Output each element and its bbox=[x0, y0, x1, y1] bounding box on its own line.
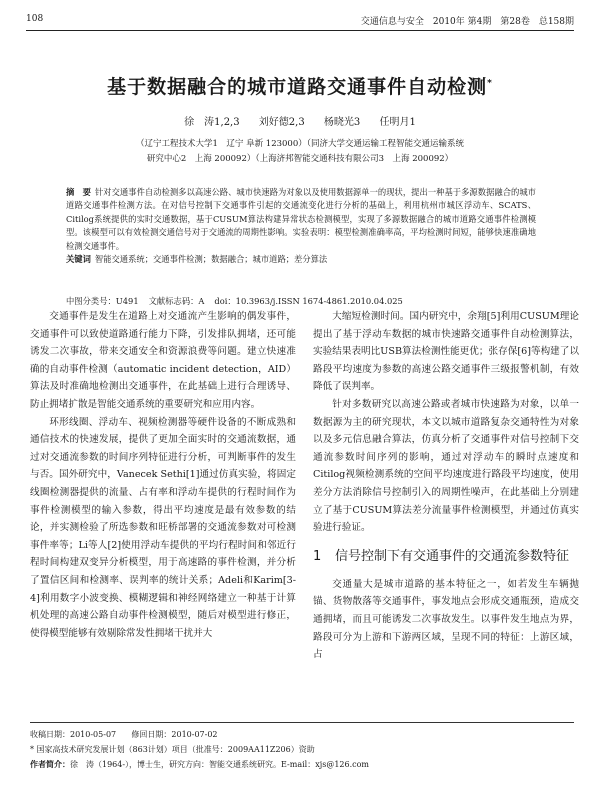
abstract-label: 摘 要 bbox=[66, 187, 91, 197]
doi: doi：10.3963/j.ISSN 1674-4861.2010.04.025 bbox=[214, 296, 403, 306]
paragraph: 交通事件是发生在道路上对交通流产生影响的偶发事件，交通事件可以致使道路通行能力下降，引发排队拥堵，还可能诱发二次事故，带来交通安全和资源浪费等问题。建立快速准确的自动事件检测（automatic incident detection，AID）算法及时准确地检测出交通事件，在此基础上进行合理诱导、防止拥堵扩散是智能交通系统的重要研究和应用内容。 bbox=[30, 311, 296, 410]
affiliations bbox=[40, 137, 560, 167]
keywords-text: 智能交通系统；交通事件检测；数据融合；城市道路；差分算法 bbox=[94, 254, 328, 265]
author-bio-text: 徐 涛（1964-），博士生，研究方向：智能交通系统研究。E-mail：xjs@126.com bbox=[70, 760, 370, 769]
article-metadata bbox=[66, 295, 536, 307]
author: 任明月1 bbox=[379, 117, 416, 128]
section-heading bbox=[313, 547, 579, 567]
section-title: 信号控制下有交通事件的交通流参数特征 bbox=[335, 548, 570, 564]
author: 刘好德2,3 bbox=[258, 117, 305, 128]
author-bio bbox=[30, 757, 574, 772]
received-date: 收稿日期：2010-05-07 bbox=[30, 730, 117, 739]
title-footnote-mark: * bbox=[487, 78, 493, 89]
author-bio-label: 作者简介： bbox=[30, 760, 70, 769]
paragraph: 环形线圈、浮动车、视频检测器等硬件设备的不断成熟和通信技术的快速发展，提供了更加全面实时的交通流数据，通过对交通流参数的时间序列特征进行分析，可判断事件的发生与否。国外研究中，Vanecek Sethi[1]通过仿真实验，将固定线圈检测器提供的流量、占有率和浮动车提供的行程时间作为事件检测模型的输入参数，得出平均速度是最有效参数的结论，并实测检验了所选参数和旺桥部署的交通流参数对可检测事件率等；Li等人[2]使用浮动车提供的平均行程时间和邻近行程时间构建双变异分析模型，用于高速路的事件检测，并分析了置信区间和检测率、误判率的统计关系；Adeli和Karim[3-4]利用数字小波变换、模糊逻辑和神经网络建立一种基于计算机处理的高速公路自动事件检测模型，随后对模型进行修正，使得模型能够有效剔除常发性拥堵干扰并大 bbox=[30, 416, 296, 639]
paper-title bbox=[0, 72, 600, 99]
document-code: 文献标志码：A bbox=[148, 296, 205, 306]
journal-info: 交通信息与安全 2010年 第4期 第28卷 总158期 bbox=[360, 17, 574, 27]
section-number: 1 bbox=[313, 548, 322, 564]
keywords-label: 关键词 bbox=[66, 254, 91, 265]
affiliation-line: 研究中心2 上海 200092）（上海济邦智能交通科技有限公司3 上海 200092） bbox=[146, 154, 454, 164]
paragraph: 针对多数研究以高速公路或者城市快速路为对象，以单一数据源为主的研究现状，本文以城市道路复杂交通特性为对象以及多元信息融合算法，仿真分析了交通事件对信号控制下交通流参数时间序列的影响，通过对浮动车的瞬时点速度和Citilog视频检测系统的空间平均速度进行路段平均速度，使用差分方法消除信号控制引入的周期性噪声，在此基础上分别建立了基于CUSUM算法差分流量事件检测模型，并通过仿真实验进行验证。 bbox=[313, 398, 579, 534]
author-list bbox=[0, 113, 600, 128]
body-column-left bbox=[30, 308, 296, 642]
author: 杨晓光3 bbox=[323, 117, 361, 128]
fund-note: * 国家高技术研究发展计划（863计划）项目（批准号：2009AA11Z206）资助 bbox=[30, 745, 315, 754]
abstract-block bbox=[66, 186, 536, 266]
revised-date: 修回日期：2010-07-02 bbox=[131, 730, 218, 739]
footnotes bbox=[30, 722, 574, 772]
running-header bbox=[26, 14, 574, 31]
page-number: 108 bbox=[26, 14, 44, 24]
clc-number: 中图分类号：U491 bbox=[66, 296, 139, 306]
paragraph: 大缩短检测时间。国内研究中，余翔[5]利用CUSUM理论提出了基于浮动车数据的城市快速路交通事件自动检测算法，实验结果表明比USB算法检测性能更优；张存保[6]等构建了以路段平均速度为参数的高速公路交通事件三级报警机制，有效降低了误判率。 bbox=[313, 311, 579, 393]
abstract-text: 针对交通事件自动检测多以高速公路、城市快速路为对象以及使用数据源单一的现状，提出一种基于多源数据融合的城市道路交通事件检测方法。在对信号控制下交通事件引起的交通流变化进行分析的基础上，利用杭州市城区浮动车、SCATS、Citilog系统提供的实时交通数据，基于CUSUM算法构建异常状态检测模型，实现了多源数据融合的城市道路交通事件检测模型。该模型可以有效检测交通信号对于交通流的周期性影响。实验表明：模型检测准确率高，平均检测时间短，能够快速准确地检测交通事件。 bbox=[66, 187, 536, 251]
dates-line bbox=[30, 727, 574, 742]
body-column-right bbox=[313, 308, 579, 664]
author: 徐 涛1,2,3 bbox=[184, 117, 240, 128]
title-text: 基于数据融合的城市道路交通事件自动检测 bbox=[107, 76, 488, 98]
keywords bbox=[66, 253, 536, 266]
paragraph: 交通量大是城市道路的基本特征之一，如若发生车辆抛锚、货物散落等交通事件，事发地点会形成交通瓶颈，造成交通拥堵，而且可能诱发二次事故发生。以事件发生地点为界，路段可分为上游和下游两区域，呈现不同的特征：上游区域，占 bbox=[313, 578, 579, 661]
abstract bbox=[66, 186, 536, 253]
affiliation-line: （辽宁工程技术大学1 辽宁 阜新 123000）（同济大学交通运输工程智能交通运输系统 bbox=[135, 139, 464, 149]
